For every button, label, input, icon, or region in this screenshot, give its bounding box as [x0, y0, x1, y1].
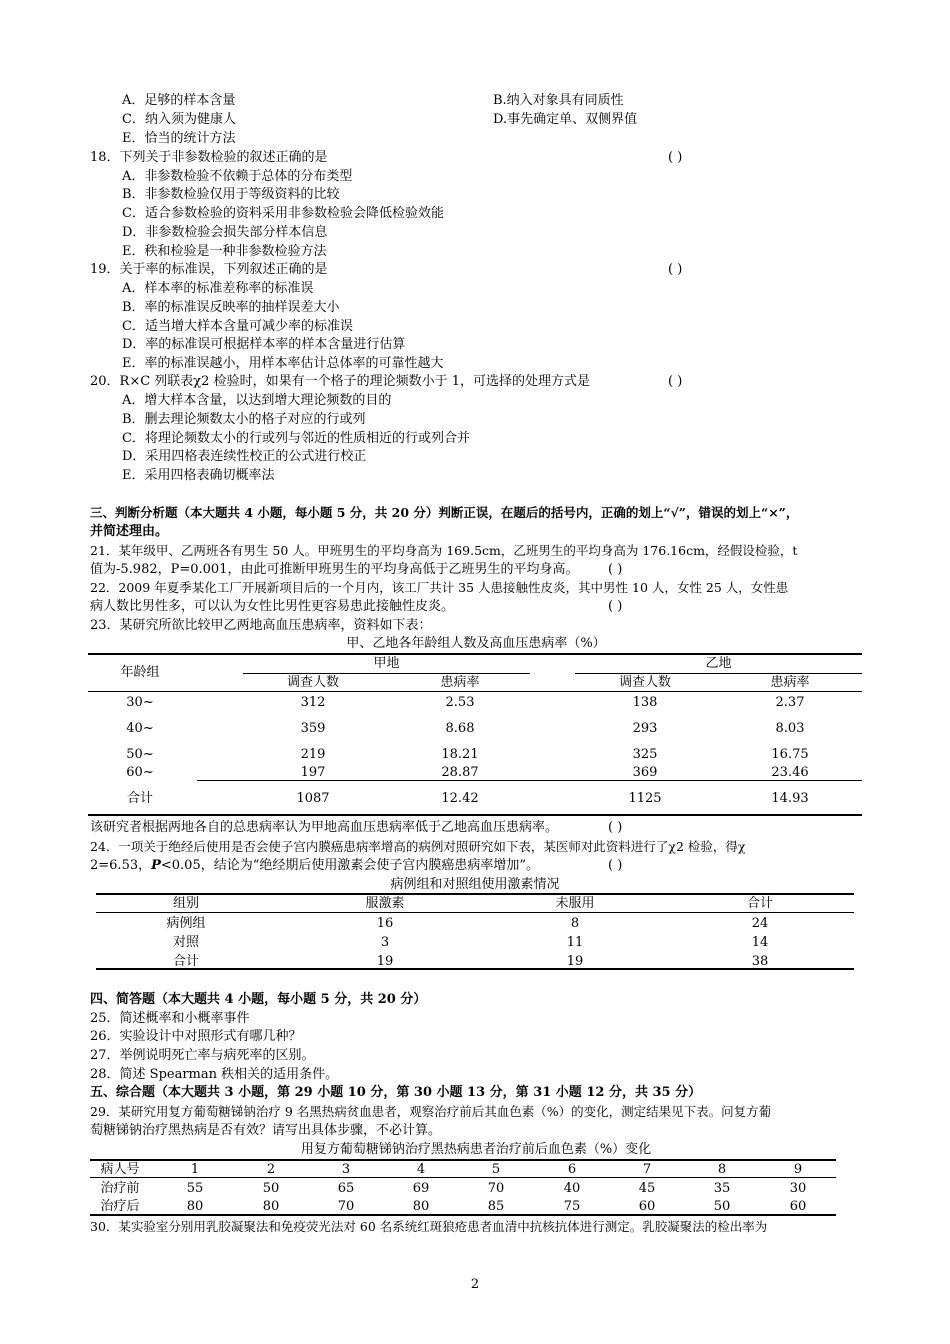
table-cell: 359	[300, 721, 326, 736]
q18-stem: 18．下列关于非参数检验的叙述正确的是	[90, 150, 328, 165]
q29-patient-number: 1	[190, 1162, 200, 1177]
table-cell: 18.21	[441, 747, 479, 762]
table-cell: 65	[337, 1181, 355, 1196]
q23-answer-paren: ( )	[608, 820, 623, 835]
table-cell: 85	[487, 1199, 505, 1214]
table-cell: 12.42	[441, 791, 479, 806]
table-cell: 80	[412, 1199, 430, 1214]
table-cell: 75	[563, 1199, 581, 1214]
section5-title: 五、综合题（本大题共 3 小题，第 29 小题 10 分，第 30 小题 13 分，第 31 小题 12 分，共 35 分）	[90, 1085, 702, 1100]
q20-option-c: C．将理论频数太小的行或列与邻近的性质相近的行或列合并	[122, 431, 470, 446]
q18-answer-paren: ( )	[668, 150, 683, 165]
q19-stem: 19．关于率的标准误，下列叙述正确的是	[90, 262, 328, 277]
table-cell: 70	[337, 1199, 355, 1214]
table-cell: 3	[380, 935, 390, 950]
q19-option-b: B．率的标准误反映率的抽样误差大小	[122, 300, 340, 315]
table-cell: 2.37	[775, 695, 805, 710]
table-cell: 60	[638, 1199, 656, 1214]
table-cell: 1087	[296, 791, 330, 806]
q19-option-c: C．适当增大样本含量可减少率的标准误	[122, 319, 353, 334]
q17-option-d: D.事先确定单、双侧界值	[493, 112, 638, 127]
q23-region2-header: 乙地	[705, 656, 732, 671]
q23-conclusion: 该研究者根据两地各自的总患病率认为甲地高血压患病率低于乙地高血压患病率。	[90, 820, 559, 835]
table-cell: 19	[376, 954, 394, 969]
q19-option-a: A．样本率的标准差称率的标准误	[122, 281, 314, 296]
table-cell: 369	[632, 765, 658, 780]
table-cell: 35	[713, 1181, 731, 1196]
q29-patient-number: 4	[416, 1162, 426, 1177]
table-cell: 30	[789, 1181, 807, 1196]
q23-table-caption: 甲、乙地各年龄组人数及高血压患病率（%）	[346, 636, 606, 651]
q18-option-a: A．非参数检验不依赖于总体的分布类型	[122, 169, 353, 184]
q19-answer-paren: ( )	[668, 262, 683, 277]
q24-header-hormone: 服激素	[365, 896, 405, 911]
table-cell: 11	[566, 935, 584, 950]
q29-line2: 萄糖锑钠治疗黑热病是否有效？请写出具体步骤，不必计算。	[90, 1123, 442, 1138]
table-cell: 325	[632, 747, 658, 762]
table-cell: 1125	[628, 791, 662, 806]
table-cell: 55	[186, 1181, 204, 1196]
q23-table-bottom-rule	[88, 814, 862, 816]
table-cell: 19	[566, 954, 584, 969]
q21-line1: 21．某年级甲、乙两班各有男生 50 人。甲班男生的平均身高为 169.5cm，乙班男生的平均身高为 176.16cm，经假设检验，t	[90, 543, 798, 558]
q24-header-group: 组别	[172, 896, 199, 911]
table-cell: 80	[262, 1199, 280, 1214]
table-row-age: 60~	[126, 765, 154, 780]
q28: 28．简述 Spearman 秩相关的适用条件。	[90, 1067, 339, 1082]
table-cell: 16	[376, 916, 394, 931]
q24-answer-paren: ( )	[608, 858, 623, 873]
q24-table-caption: 病例组和对照组使用激素情况	[390, 877, 560, 892]
table-cell: 16.75	[771, 747, 809, 762]
table-cell: 138	[632, 695, 658, 710]
table-cell: 14	[751, 935, 769, 950]
q17-option-e: E．恰当的统计方法	[122, 131, 236, 146]
q23-col-surveyed-2: 调查人数	[618, 675, 671, 690]
q23-total-label: 合计	[126, 791, 153, 806]
table-cell: 8.68	[445, 721, 475, 736]
table-cell: 197	[300, 765, 326, 780]
q24-header-no-hormone: 未服用	[555, 896, 595, 911]
section3-title-cont: 并简述理由。	[90, 524, 169, 539]
table-cell: 对照	[172, 935, 199, 950]
q29-table-caption: 用复方葡萄糖锑钠治疗黑热病患者治疗前后血色素（%）变化	[300, 1142, 652, 1157]
q25: 25．简述概率和小概率事件	[90, 1011, 250, 1026]
q23-region1-header: 甲地	[373, 656, 400, 671]
table-cell: 293	[632, 721, 658, 736]
q21-line2: 值为-5.982，P=0.001，由此可推断甲班男生的平均身高低于乙班男生的平均身高。	[90, 562, 579, 577]
q20-option-b: B．删去理论频数太小的格子对应的行或列	[122, 412, 366, 427]
q24-header-total: 合计	[746, 896, 773, 911]
q17-option-a: A．足够的样本含量	[122, 93, 236, 108]
q29-patient-number: 6	[567, 1162, 577, 1177]
table-cell: 50	[713, 1199, 731, 1214]
table-cell: 23.46	[771, 765, 809, 780]
table-cell: 69	[412, 1181, 430, 1196]
table-cell: 80	[186, 1199, 204, 1214]
q23-stem: 23．某研究所欲比较甲乙两地高血压患病率，资料如下表：	[90, 618, 432, 633]
q30-line1: 30．某实验室分别用乳胶凝聚法和免疫荧光法对 60 名系统红斑狼疮患者血清中抗核抗体进行测定。乳胶凝聚法的检出率为	[90, 1219, 768, 1234]
table-cell: 50	[262, 1181, 280, 1196]
table-cell: 60	[789, 1199, 807, 1214]
q27: 27．举例说明死亡率与病死率的区别。	[90, 1048, 315, 1063]
q23-col-rate-1: 患病率	[440, 675, 480, 690]
table-cell: 2.53	[445, 695, 475, 710]
table-cell: 8	[570, 916, 580, 931]
section3-title: 三、判断分析题（本大题共 4 小题，每小题 5 分，共 20 分）判断正误，在题后的括号内，正确的划上“√”，错误的划上“×”，	[90, 505, 799, 520]
q18-option-e: E．秩和检验是一种非参数检验方法	[122, 244, 327, 259]
q18-option-d: D．非参数检验会损失部分样本信息	[122, 225, 328, 240]
table-cell: 病例组	[166, 916, 206, 931]
q29-patient-number: 5	[491, 1162, 501, 1177]
q29-after-label: 治疗后	[100, 1199, 140, 1214]
table-cell: 219	[300, 747, 326, 762]
table-cell: 70	[487, 1181, 505, 1196]
table-cell: 40	[563, 1181, 581, 1196]
q19-option-d: D．率的标准误可根据样本率的样本含量进行估算	[122, 337, 406, 352]
q18-option-c: C．适合参数检验的资料采用非参数检验会降低检验效能	[122, 206, 444, 221]
q29-patient-number: 8	[717, 1162, 727, 1177]
q20-option-e: E．采用四格表确切概率法	[122, 468, 275, 483]
q23-col-rate-2: 患病率	[770, 675, 810, 690]
q23-age-group-header: 年龄组	[120, 665, 160, 680]
table-cell: 28.87	[441, 765, 479, 780]
q29-patient-number: 3	[341, 1162, 351, 1177]
table-cell: 38	[751, 954, 769, 969]
q22-answer-paren: ( )	[608, 599, 623, 614]
table-row-age: 40~	[126, 721, 154, 736]
section4-title: 四、简答题（本大题共 4 小题，每小题 5 分，共 20 分）	[90, 992, 427, 1007]
q18-option-b: B．非参数检验仅用于等级资料的比较	[122, 187, 340, 202]
q24-line1: 24．一项关于绝经后使用是否会使子宫内膜癌患病率增高的病例对照研究如下表，某医师对此资料进行了χ2 检验，得χ	[90, 839, 746, 854]
q20-answer-paren: ( )	[668, 374, 683, 389]
q20-option-a: A．增大样本含量，以达到增大理论频数的目的	[122, 393, 392, 408]
table-cell: 45	[638, 1181, 656, 1196]
q29-before-label: 治疗前	[100, 1181, 140, 1196]
table-cell: 合计	[172, 954, 199, 969]
q29-patient-number: 7	[642, 1162, 652, 1177]
table-row-age: 30~	[126, 695, 154, 710]
table-cell: 14.93	[771, 791, 809, 806]
q24-line2: 2=6.53，P<0.05，结论为“绝经期后使用激素会使子宫内膜癌患病率增加”。	[90, 858, 540, 873]
page-number: 2	[470, 1277, 480, 1292]
q17-option-b: B.纳入对象具有同质性	[493, 93, 624, 108]
q29-patient-number: 2	[266, 1162, 276, 1177]
q23-col-surveyed-1: 调查人数	[286, 675, 339, 690]
table-cell: 8.03	[775, 721, 805, 736]
q26: 26．实验设计中对照形式有哪几种？	[90, 1029, 302, 1044]
q29-header-patient: 病人号	[100, 1162, 140, 1177]
q22-line2: 病人数比男性多，可以认为女性比男性更容易患此接触性皮炎。	[90, 599, 455, 614]
q19-option-e: E．率的标准误越小，用样本率估计总体率的可靠性越大	[122, 356, 444, 371]
q21-answer-paren: ( )	[608, 562, 623, 577]
q20-stem: 20．R×C 列联表χ2 检验时，如果有一个格子的理论频数小于 1，可选择的处理方式是	[90, 374, 590, 389]
q22-line1: 22．2009 年夏季某化工厂开展新项目后的一个月内，该工厂共计 35 人患接触性皮炎，其中男性 10 人，女性 25 人，女性患	[90, 580, 789, 595]
q29-patient-number: 9	[793, 1162, 803, 1177]
table-row-age: 50~	[126, 747, 154, 762]
q17-option-c: C．纳入须为健康人	[122, 112, 236, 127]
q29-line1: 29．某研究用复方葡萄糖锑钠治疗 9 名黑热病贫血患者，观察治疗前后其血色素（%）的变化，测定结果见下表。问复方葡	[90, 1104, 772, 1119]
q20-option-d: D．采用四格表连续性校正的公式进行校正	[122, 449, 367, 464]
table-cell: 24	[751, 916, 769, 931]
table-cell: 312	[300, 695, 326, 710]
